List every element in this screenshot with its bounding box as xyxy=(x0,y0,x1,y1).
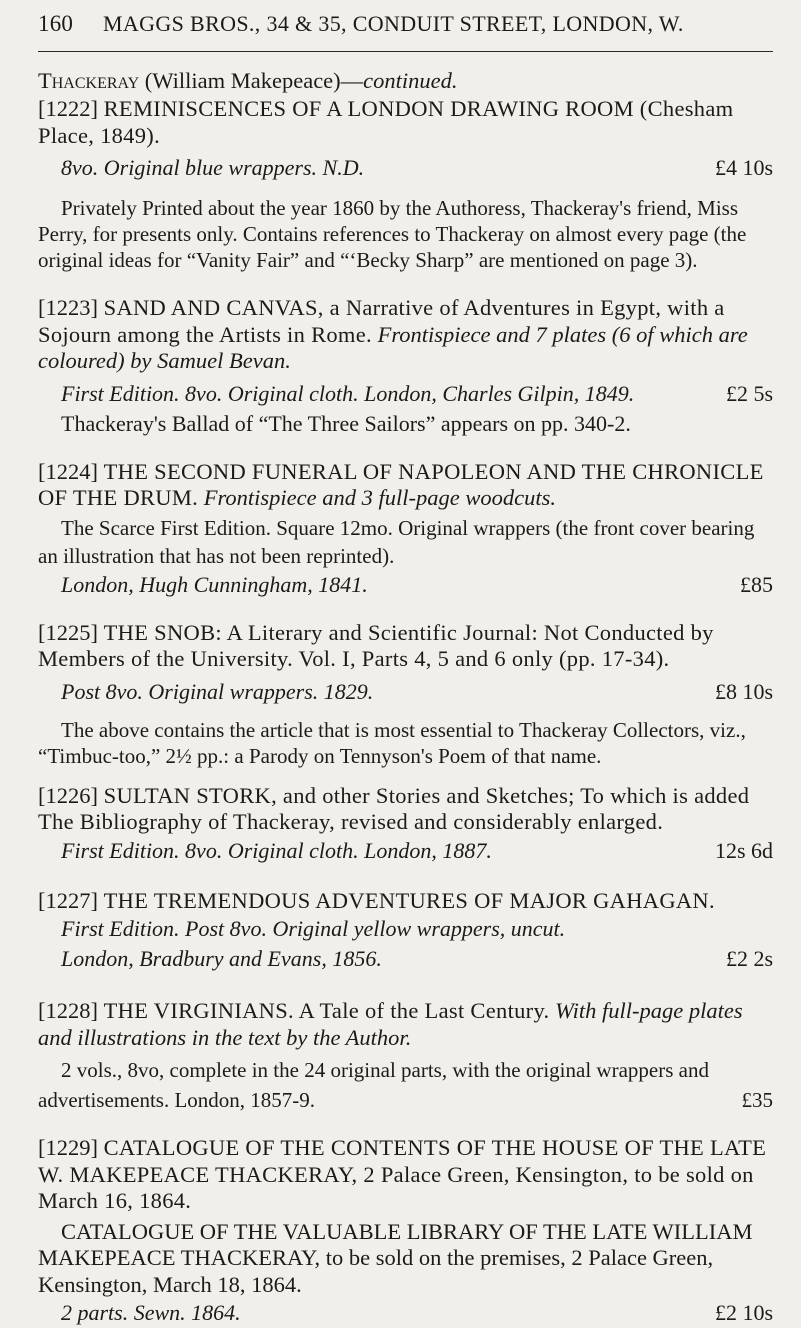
entry-details-text: 2 vols., 8vo, complete in the 24 original parts, with the original wrappers and advertisements. London, 1857-9. xyxy=(38,1058,709,1112)
entry-title xyxy=(38,96,773,149)
entry-number: [1224] xyxy=(38,458,98,484)
entry-price: £4 10s xyxy=(714,155,773,180)
entry-price: 12s 6d xyxy=(714,837,773,863)
entry-1228 xyxy=(38,998,773,1115)
entry-note: Privately Printed about the year 1860 by the Authoress, Thackeray's friend, Miss Perry, for presents only. Contains references to Thackeray on almost every page (the original ideas for “Vanity Fair” and “‘Becky Sharp” are mentioned on page 3). xyxy=(38,196,747,272)
entry-price: £2 10s xyxy=(714,1300,773,1325)
entry-title-text: THE VIRGINIANS. A Tale of the Last Century. xyxy=(103,998,550,1023)
entry-price: £35 xyxy=(741,1088,773,1112)
entry-details xyxy=(38,153,773,183)
entry-price: £8 10s xyxy=(714,678,773,704)
entry-price: £2 2s xyxy=(725,946,773,971)
entry-title xyxy=(38,783,773,836)
entry-title-text: CATALOGUE OF THE CONTENTS OF THE HOUSE OF THE LATE W. MAKEPEACE THACKERAY, 2 Palace Green, Kensington, to be sold on March 16, 1864. xyxy=(38,1135,767,1213)
running-head-title: MAGGS BROS., 34 & 35, CONDUIT STREET, LONDON, W. xyxy=(103,11,684,36)
entry-1224 xyxy=(38,459,773,600)
entry-details xyxy=(38,1055,773,1115)
entry-details xyxy=(38,836,773,866)
entry-number: [1226] xyxy=(38,782,98,808)
entry-title-text: THE SNOB: A Literary and Scientific Journal: Not Conducted by Members of the University. Vol. I, Parts 4, 5 and 6 only (pp. 17-34). xyxy=(38,619,714,671)
page-number: 160 xyxy=(38,11,74,36)
entry-details-text: First Edition. 8vo. Original cloth. London, Charles Gilpin, 1849. xyxy=(61,380,635,406)
entry-1227 xyxy=(38,888,773,975)
entry-note: Thackeray's Ballad of “The Three Sailors” appears on pp. 340-2. xyxy=(61,410,631,436)
entry-details xyxy=(38,379,773,409)
entry-details xyxy=(38,914,773,944)
entry-title xyxy=(38,998,773,1051)
author-fullname: (William Makepeace)— xyxy=(144,68,364,93)
entry-details xyxy=(38,677,773,707)
entry-imprint-line xyxy=(38,570,773,600)
entry-1223 xyxy=(38,295,773,439)
entry-title-text: THE SECOND FUNERAL OF NAPOLEON AND THE CHRONICLE OF THE DRUM. xyxy=(38,458,764,510)
entry-details-text: 2 parts. Sewn. 1864. xyxy=(61,1300,241,1325)
entry-price: £85 xyxy=(740,571,773,597)
entry-number: [1225] xyxy=(38,619,98,645)
entry-details-text: 8vo. Original blue wrappers. N.D. xyxy=(61,155,365,180)
entry-title xyxy=(38,888,773,915)
entry-title xyxy=(38,1135,773,1215)
entry-price: £2 5s xyxy=(725,380,773,406)
entry-number: [1223] xyxy=(38,295,98,320)
entry-number: [1229] xyxy=(38,1135,98,1160)
author-heading xyxy=(38,62,773,96)
entry-title xyxy=(38,459,773,512)
author-continued: continued. xyxy=(363,68,458,93)
entry-details-text: Post 8vo. Original wrappers. 1829. xyxy=(61,678,374,704)
entry-1222 xyxy=(38,96,773,273)
entry-title-second: CATALOGUE OF THE VALUABLE LIBRARY OF THE LATE WILLIAM MAKEPEACE THACKERAY, to be sold on the premises, 2 Palace Green, Kensington, March 18, 1864. xyxy=(38,1218,753,1297)
catalogue-body xyxy=(38,62,773,1328)
entry-number: [1227] xyxy=(38,887,98,913)
entry-details xyxy=(38,1298,773,1328)
entry-number: [1228] xyxy=(38,998,98,1023)
entry-details-text: First Edition. Post 8vo. Original yellow wrappers, uncut. xyxy=(61,916,566,941)
entry-title-text: SULTAN STORK, and other Stories and Sketches; To which is added The Bibliography of Thackeray, revised and considerably enlarged. xyxy=(38,782,750,834)
entry-1225 xyxy=(38,620,773,769)
entry-title-text: REMINISCENCES OF A LONDON DRAWING ROOM (Chesham Place, 1849). xyxy=(38,96,734,148)
author-name: Thackeray xyxy=(38,68,140,93)
entry-title-italic: Frontispiece and 7 plates (6 of which are coloured) by Samuel Bevan. xyxy=(38,321,748,373)
entry-title-text: THE TREMENDOUS ADVENTURES OF MAJOR GAHAGAN. xyxy=(103,887,715,913)
entry-details-text: First Edition. 8vo. Original cloth. London, 1887. xyxy=(61,837,492,863)
entry-title xyxy=(38,295,773,375)
entry-number: [1222] xyxy=(38,96,98,121)
entry-title-italic: Frontispiece and 3 full-page woodcuts. xyxy=(203,485,556,510)
entry-imprint: London, Bradbury and Evans, 1856. xyxy=(61,946,382,971)
header-rule xyxy=(38,51,773,52)
running-head xyxy=(38,11,773,37)
entry-1226 xyxy=(38,783,773,866)
entry-details: The Scarce First Edition. Square 12mo. Original wrappers (the front cover bearing an illustration that has not been reprinted). xyxy=(38,515,755,568)
entry-imprint-line xyxy=(38,944,773,974)
entry-title-text: SAND AND CANVAS, a Narrative of Adventures in Egypt, with a Sojourn among the Artists in Rome. xyxy=(38,295,725,347)
entry-title xyxy=(38,620,773,673)
entry-title-italic: With full-page plates and illustrations in the text by the Author. xyxy=(38,998,743,1050)
entry-imprint: London, Hugh Cunningham, 1841. xyxy=(61,571,368,597)
entry-note: The above contains the article that is most essential to Thackeray Collectors, viz., “Timbuc-too,” 2½ pp.: a Parody on Tennyson's Poem of that name. xyxy=(38,717,746,768)
